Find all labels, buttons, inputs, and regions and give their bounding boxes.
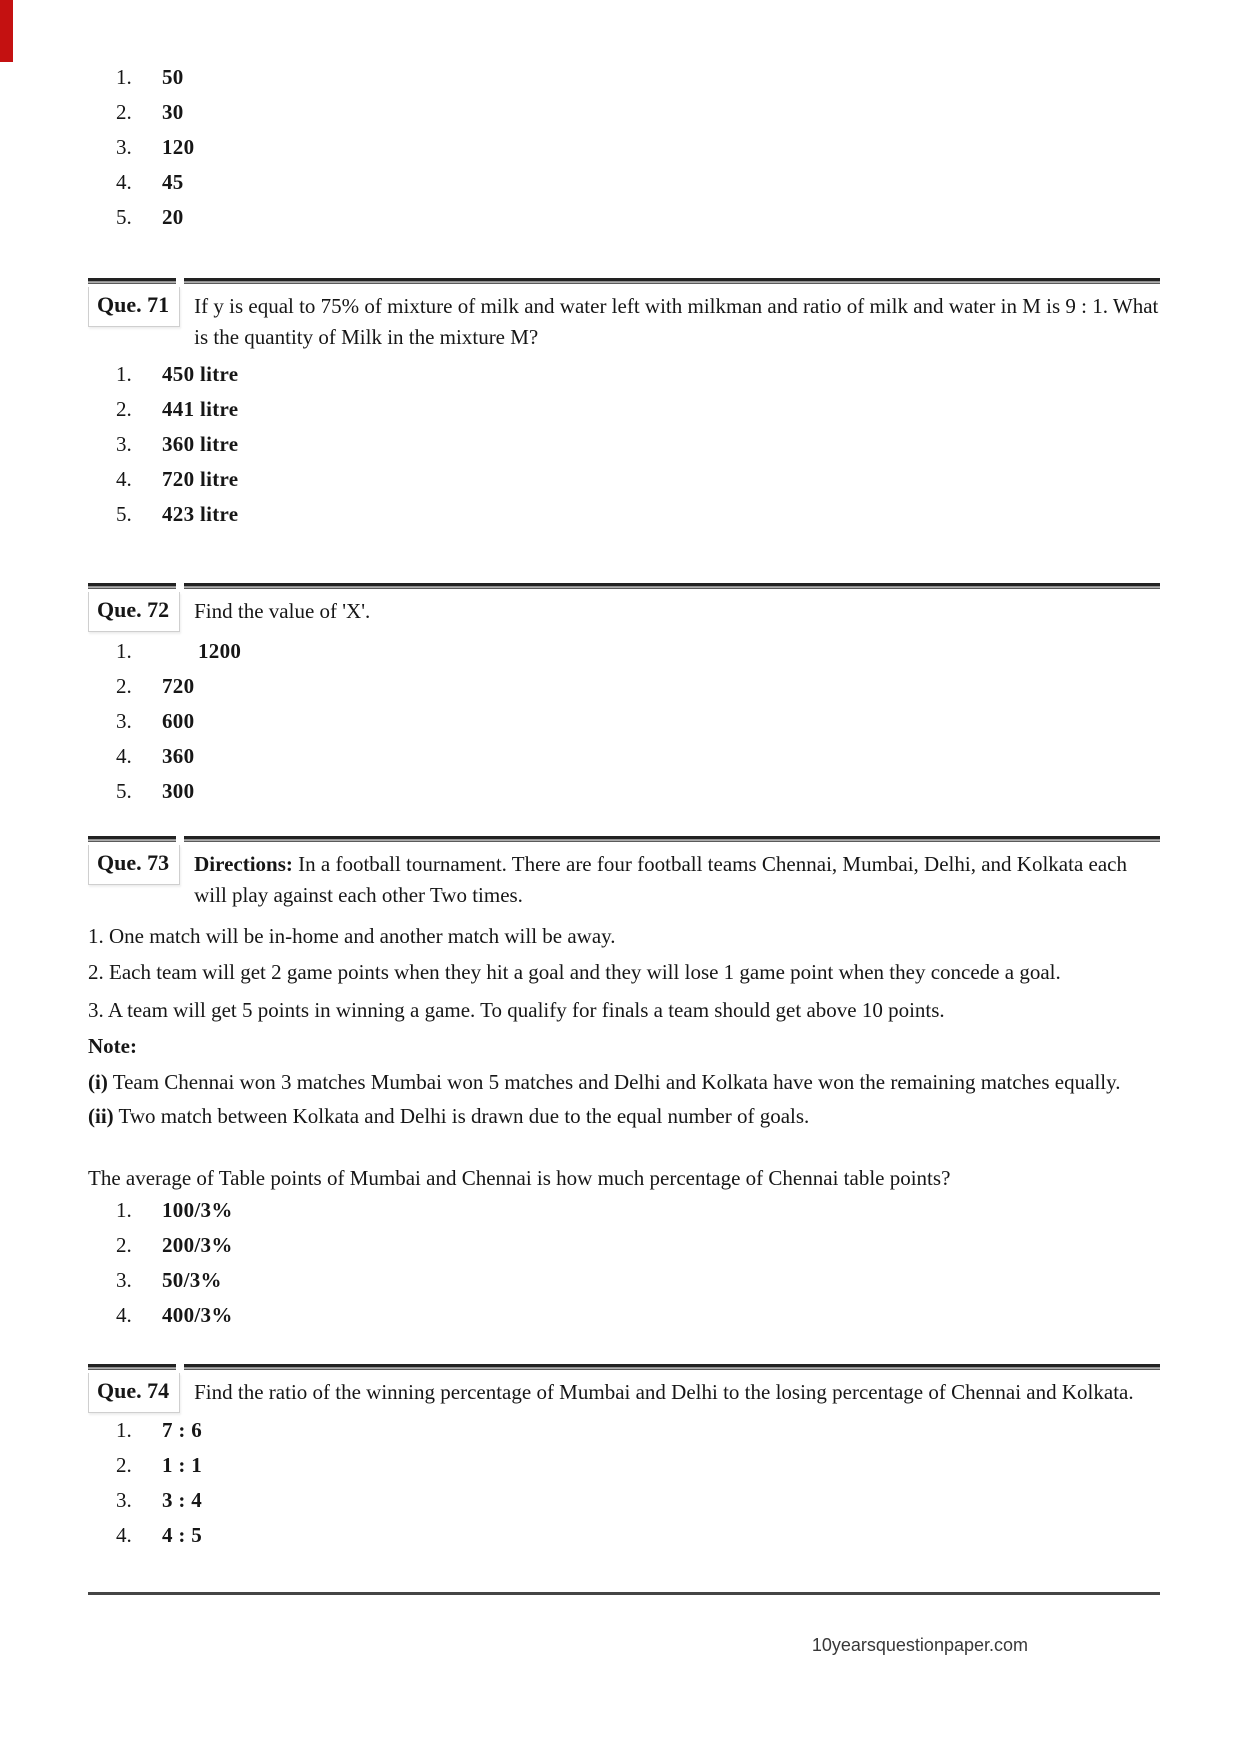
- option-value: 45: [162, 170, 184, 194]
- option-number: 4.: [116, 467, 132, 491]
- option-row: [88, 431, 1160, 457]
- question-label-box: Que. 72: [88, 592, 180, 632]
- option-value: 120: [162, 135, 195, 159]
- question-text: Find the value of 'X'.: [194, 599, 371, 623]
- footer-divider: [88, 1592, 1160, 1595]
- option-value: 300: [162, 779, 195, 803]
- option-number: 4.: [116, 744, 132, 768]
- option-row: [88, 64, 1160, 90]
- option-row: [88, 743, 1160, 769]
- option-number: 2.: [116, 397, 132, 421]
- option-value: 1200: [198, 639, 242, 663]
- option-number: 4.: [116, 1303, 132, 1327]
- rule-paragraph: 2. Each team will get 2 game points when they hit a goal and they will lose 1 game point when they concede a goal.: [88, 960, 1061, 984]
- question-label-box: Que. 71: [88, 287, 180, 327]
- option-row: [88, 778, 1160, 804]
- option-number: 4.: [116, 1523, 132, 1547]
- note-prefix: (i): [88, 1070, 108, 1094]
- option-row: [88, 1417, 1160, 1443]
- option-number: 2.: [116, 100, 132, 124]
- note-heading: Note:: [88, 1034, 137, 1058]
- option-number: 2.: [116, 1233, 132, 1257]
- option-row: [88, 638, 1160, 664]
- option-row: [88, 1452, 1160, 1478]
- option-value: 450 litre: [162, 362, 239, 386]
- option-number: 3.: [116, 709, 132, 733]
- option-number: 1.: [116, 1418, 132, 1442]
- directions-text: Directions: In a football tournament. There are four football teams Chennai, Mumbai, Delhi, and Kolkata each will play against each other Two times.: [194, 852, 1127, 907]
- option-value: 720 litre: [162, 467, 239, 491]
- option-row: [88, 466, 1160, 492]
- option-row: [88, 1267, 1160, 1293]
- option-value: 4 : 5: [162, 1523, 202, 1547]
- option-number: 3.: [116, 1488, 132, 1512]
- question-label-box: Que. 73: [88, 845, 180, 885]
- option-value: 400/3%: [162, 1303, 233, 1327]
- options-list-73: [88, 1197, 1160, 1328]
- question-label-box: Que. 74: [88, 1373, 180, 1413]
- question-text: Find the ratio of the winning percentage of Mumbai and Delhi to the losing percentage of Chennai and Kolkata.: [194, 1380, 1134, 1404]
- question-divider: [88, 583, 1160, 589]
- question-divider: [88, 278, 1160, 284]
- options-list-71: [88, 361, 1160, 527]
- option-value: 360: [162, 744, 195, 768]
- option-number: 5.: [116, 779, 132, 803]
- question-divider: [88, 836, 1160, 842]
- question-text: If y is equal to 75% of mixture of milk and water left with milkman and ratio of milk and water in M is 9 : 1. What is the quantity of Milk in the mixture M?: [194, 294, 1159, 349]
- option-row: [88, 1197, 1160, 1223]
- option-row: [88, 169, 1160, 195]
- page-content: [88, 0, 1160, 1656]
- directions-label: Directions:: [194, 852, 293, 876]
- option-value: 50/3%: [162, 1268, 222, 1292]
- options-list-74: [88, 1417, 1160, 1548]
- option-row: [88, 396, 1160, 422]
- option-value: 360 litre: [162, 432, 239, 456]
- option-row: [88, 708, 1160, 734]
- option-value: 441 litre: [162, 397, 239, 421]
- option-row: [88, 501, 1160, 527]
- rule-paragraph: 1. One match will be in-home and another match will be away.: [88, 924, 616, 948]
- option-number: 2.: [116, 1453, 132, 1477]
- option-value: 1 : 1: [162, 1453, 202, 1477]
- option-number: 4.: [116, 170, 132, 194]
- option-row: [88, 134, 1160, 160]
- option-number: 3.: [116, 135, 132, 159]
- option-value: 50: [162, 65, 184, 89]
- question-block-74: [88, 1364, 1160, 1548]
- option-number: 1.: [116, 65, 132, 89]
- options-list-72: [88, 638, 1160, 804]
- option-value: 720: [162, 674, 195, 698]
- note-item: (ii) Two match between Kolkata and Delhi is drawn due to the equal number of goals.: [88, 1104, 810, 1128]
- sub-question-text: The average of Table points of Mumbai and Chennai is how much percentage of Chennai table points?: [88, 1166, 951, 1190]
- question-block-71: [88, 278, 1160, 527]
- option-row: [88, 673, 1160, 699]
- option-number: 5.: [116, 205, 132, 229]
- option-row: [88, 1302, 1160, 1328]
- option-value: 20: [162, 205, 184, 229]
- option-value: 7 : 6: [162, 1418, 202, 1442]
- note-item: (i) Team Chennai won 3 matches Mumbai won 5 matches and Delhi and Kolkata have won the remaining matches equally.: [88, 1070, 1121, 1094]
- option-row: [88, 361, 1160, 387]
- option-row: [88, 1232, 1160, 1258]
- option-number: 3.: [116, 1268, 132, 1292]
- option-value: 30: [162, 100, 184, 124]
- question-block-73: [88, 836, 1160, 1328]
- option-value: 100/3%: [162, 1198, 233, 1222]
- option-number: 3.: [116, 432, 132, 456]
- note-prefix: (ii): [88, 1104, 114, 1128]
- option-row: [88, 1522, 1160, 1548]
- option-value: 3 : 4: [162, 1488, 202, 1512]
- question-divider: [88, 1364, 1160, 1370]
- carryover-options-list: [88, 64, 1160, 230]
- rule-paragraph: 3. A team will get 5 points in winning a game. To qualify for finals a team should get above 10 points.: [88, 998, 945, 1022]
- option-number: 2.: [116, 674, 132, 698]
- option-number: 1.: [116, 1198, 132, 1222]
- option-row: [88, 204, 1160, 230]
- option-row: [88, 1487, 1160, 1513]
- option-value: 200/3%: [162, 1233, 233, 1257]
- red-corner-mark: [0, 0, 13, 62]
- option-value: 600: [162, 709, 195, 733]
- option-row: [88, 99, 1160, 125]
- question-block-72: [88, 583, 1160, 804]
- option-value: 423 litre: [162, 502, 239, 526]
- option-number: 1.: [116, 362, 132, 386]
- option-number: 1.: [116, 639, 132, 663]
- option-number: 5.: [116, 502, 132, 526]
- watermark-text: 10yearsquestionpaper.com: [811, 1635, 1028, 1655]
